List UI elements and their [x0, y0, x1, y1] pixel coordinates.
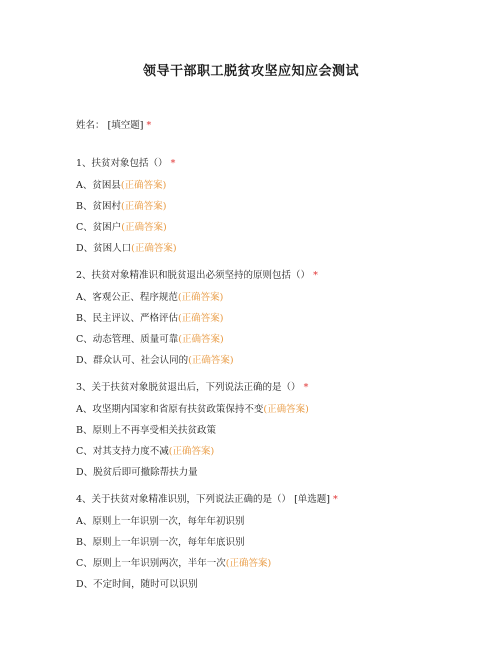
question-4-option-b[interactable] — [76, 537, 244, 549]
correct-answer-mark: (正确答案) — [178, 334, 224, 345]
option-text: C、原则上一年识别两次，半年一次 — [76, 558, 226, 569]
question-4-option-d[interactable] — [76, 579, 198, 591]
question-text: 3、关于扶贫对象脱贫退出后，下列说法正确的是（） — [76, 382, 301, 393]
correct-answer-mark: (正确答案) — [120, 201, 167, 212]
correct-answer-mark: (正确答案) — [225, 558, 272, 569]
option-text: C、对其支持力度不减 — [76, 446, 169, 457]
question-3-option-d[interactable] — [76, 467, 198, 479]
option-text: A、攻坚期内国家和省原有扶贫政策保持不变 — [76, 404, 264, 415]
question-1-option-a[interactable] — [76, 180, 166, 192]
question-1-option-b[interactable] — [76, 201, 166, 213]
question-3-option-b[interactable] — [76, 425, 216, 437]
question-4-option-c[interactable] — [76, 558, 271, 570]
option-text: B、民主评议、严格评估 — [76, 313, 178, 324]
option-text: A、贫困县 — [76, 180, 121, 191]
name-field-tag: [填空题] — [107, 120, 144, 131]
question-1 — [76, 158, 175, 170]
required-marker: * — [313, 270, 318, 281]
question-2 — [76, 270, 318, 282]
question-3-option-a[interactable] — [76, 404, 309, 416]
option-text: D、不定时间，随时可以识别 — [76, 579, 198, 590]
question-2-option-a[interactable] — [76, 292, 223, 304]
question-1-option-c[interactable] — [76, 222, 167, 234]
option-text: D、贫困人口 — [76, 243, 132, 254]
document-title: 领导干部职工脱贫攻坚应知应会测试 — [142, 64, 359, 79]
option-text: A、客观公正、程序规范 — [76, 292, 178, 303]
correct-answer-mark: (正确答案) — [120, 180, 167, 191]
question-text: 4、关于扶贫对象精准识别，下列说法正确的是（） [单选题] — [76, 494, 330, 505]
option-text: A、原则上一年识别一次，每年年初识别 — [76, 516, 245, 527]
required-marker: * — [333, 494, 338, 505]
option-text: B、原则上不再享受相关扶贫政策 — [76, 425, 216, 436]
question-2-option-b[interactable] — [76, 313, 223, 325]
option-text: B、原则上一年识别一次，每年年底识别 — [76, 537, 245, 548]
correct-answer-mark: (正确答案) — [263, 404, 309, 415]
correct-answer-mark: (正确答案) — [121, 222, 167, 233]
question-4-option-a[interactable] — [76, 516, 244, 528]
name-field[interactable] — [76, 120, 151, 132]
question-2-option-d[interactable] — [76, 355, 234, 367]
option-text: C、贫困户 — [76, 222, 122, 233]
question-2-option-c[interactable] — [76, 334, 224, 346]
question-3-option-c[interactable] — [76, 446, 214, 458]
correct-answer-mark: (正确答案) — [168, 446, 215, 457]
correct-answer-mark: (正确答案) — [131, 243, 177, 254]
required-marker: * — [170, 158, 176, 169]
question-3 — [76, 382, 308, 394]
required-marker: * — [146, 120, 152, 131]
required-marker: * — [303, 382, 309, 393]
question-text: 2、扶贫对象精准识和脱贫退出必须坚持的原则包括（） — [76, 270, 311, 281]
correct-answer-mark: (正确答案) — [177, 292, 224, 303]
option-text: B、贫困村 — [76, 201, 121, 212]
option-text: C、动态管理、质量可靠 — [76, 334, 179, 345]
correct-answer-mark: (正确答案) — [188, 355, 234, 366]
option-text: D、群众认可、社会认同的 — [76, 355, 189, 366]
question-4 — [76, 494, 338, 506]
question-1-option-d[interactable] — [76, 243, 177, 255]
correct-answer-mark: (正确答案) — [177, 313, 224, 324]
option-text: D、脱贫后即可撤除帮扶力量 — [76, 467, 198, 478]
name-field-label: 姓名： — [76, 120, 105, 131]
question-text: 1、扶贫对象包括（） — [76, 158, 168, 169]
